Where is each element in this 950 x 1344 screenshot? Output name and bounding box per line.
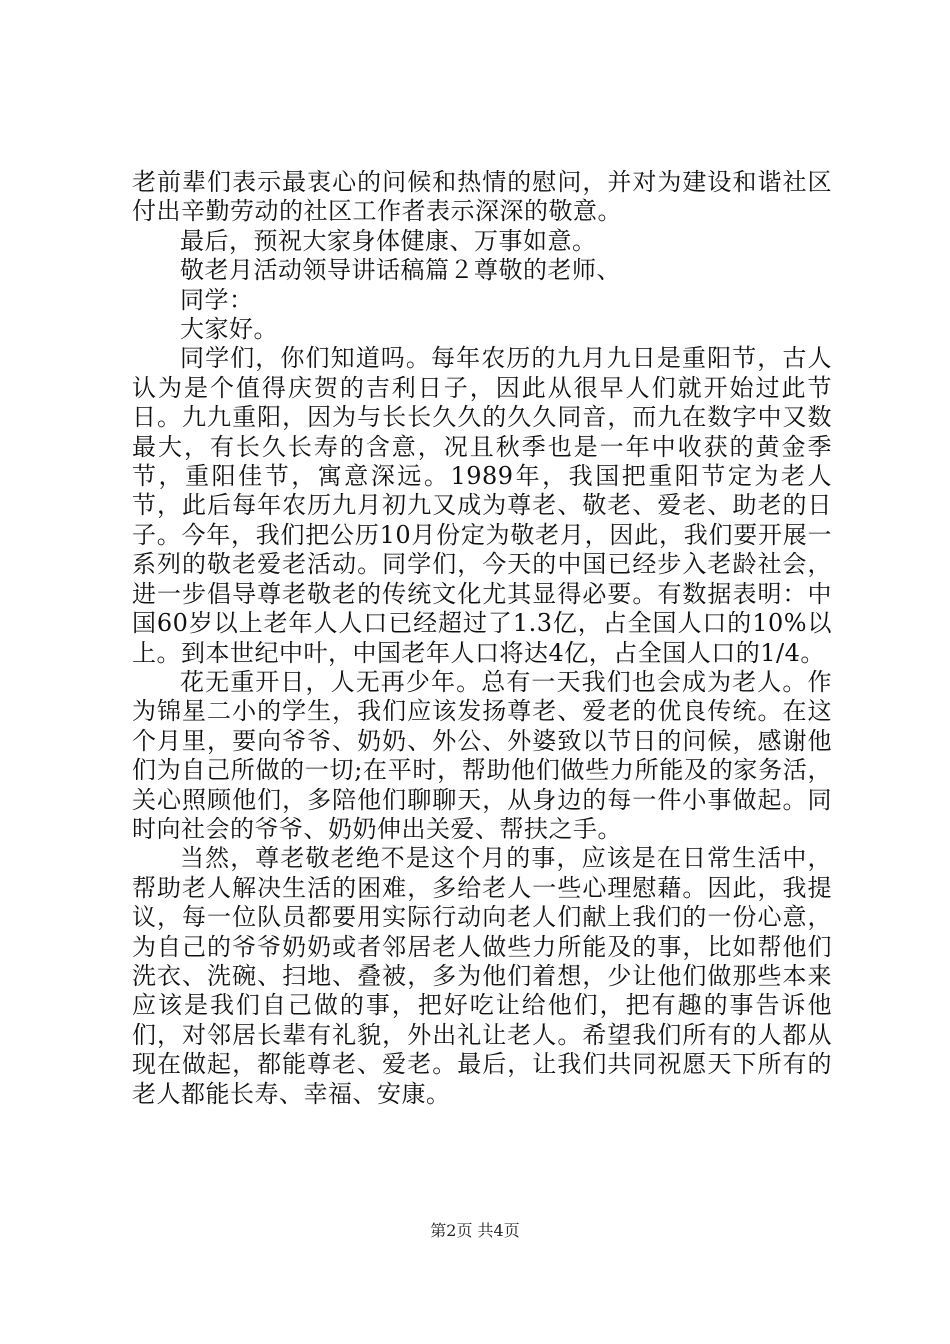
paragraph-proposal: 当然，尊老敬老绝不是这个月的事，应该是在日常生活中，帮助老人解决生活的困难，多给老人一些心理慰藉。因此，我提议，每一位队员都要用实际行动向老人们献上我们的一份心意，为自己的爷爷奶奶或者邻居老人做些力所能及的事，比如帮他们洗衣、洗碗、扫地、叠被，多为他们着想，少让他们做那些本来应该是我们自己做的事，把好吃让给他们，把有趣的事告诉他们，对邻居长辈有礼貌，外出礼让老人。希望我们所有的人都从现在做起，都能尊老、爱老。最后，让我们共同祝愿天下所有的老人都能长寿、幸福、安康。 [132,844,832,1108]
paragraph-respect-elders: 花无重开日，人无再少年。总有一天我们也会成为老人。作为锦星二小的学生，我们应该发扬尊老、爱老的优良传统。在这个月里，要向爷爷、奶奶、外公、外婆致以节日的问候，感谢他们为自己所做的一切;在平时，帮助他们做些力所能及的家务活，关心照顾他们，多陪他们聊聊天，从身边的每一件小事做起。同时向社会的爷爷、奶奶伸出关爱、帮扶之手。 [132,667,832,843]
paragraph-greeting: 大家好。 [180,315,278,344]
paragraph-chongyang-intro: 同学们，你们知道吗。每年农历的九月九日是重阳节，古人认为是个值得庆贺的吉利日子，因此从很早人们就开始过此节日。九九重阳，因为与长长久久的久久同音，而九在数字中又数最大，有长久长寿的含意，况且秋季也是一年中收获的黄金季节，重阳佳节，寓意深远。1989年，我国把重阳节定为老人节，此后每年农历九月初九又成为尊老、敬老、爱老、助老的日子。今年，我们把公历10月份定为敬老月，因此，我们要开展一系列的敬老爱老活动。同学们，今天的中国已经步入老龄社会，进一步倡导尊老敬老的传统文化尤其显得必要。有数据表明：中国60岁以上老年人人口已经超过了1.3亿，占全国人口的10%以上。到本世纪中叶，中国老年人口将达4亿，占全国人口的1/4。 [132,344,832,667]
paragraph-closing-wish: 最后，预祝大家身体健康、万事如意。 [180,226,597,255]
paragraph-speech-title: 敬老月活动领导讲话稿篇２尊敬的老师、 [180,256,621,285]
paragraph-continuation: 老前辈们表示最衷心的问候和热情的慰问，并对为建设和谐社区付出辛勤劳动的社区工作者表示深深的敬意。 [132,168,832,226]
paragraph-salutation: 同学： [180,285,254,314]
page-number-footer: 第2页 共4页 [430,1221,520,1240]
document-body [132,168,832,1109]
